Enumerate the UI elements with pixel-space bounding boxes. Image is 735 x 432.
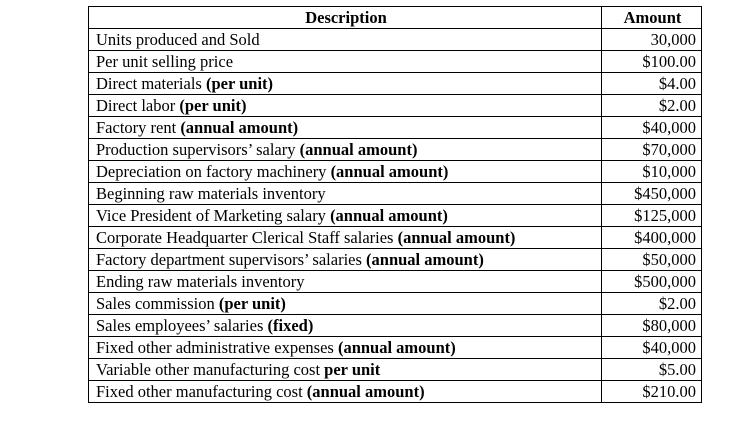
row-description (89, 139, 602, 161)
row-qualifier: (annual amount) (330, 162, 449, 181)
row-qualifier: (annual amount) (397, 228, 516, 247)
row-description (89, 161, 602, 183)
table-row (89, 51, 702, 73)
row-description (89, 95, 602, 117)
amount-header: Amount (602, 7, 702, 29)
table-body (89, 29, 702, 403)
row-amount: $10,000 (602, 161, 702, 183)
table-row (89, 381, 702, 403)
table-row (89, 117, 702, 139)
row-label: Production supervisors’ salary (96, 140, 300, 159)
row-label: Variable other manufacturing cost (96, 360, 325, 379)
row-amount: $2.00 (602, 293, 702, 315)
row-label: Factory department supervisors’ salaries (96, 250, 367, 269)
row-description (89, 73, 602, 95)
row-qualifier: (per unit) (205, 74, 274, 93)
row-label: Direct labor (96, 96, 180, 115)
row-description (89, 51, 602, 73)
row-label: Depreciation on factory machinery (96, 162, 331, 181)
row-qualifier: (annual amount) (299, 140, 418, 159)
row-description (89, 29, 602, 51)
row-amount: $100.00 (602, 51, 702, 73)
row-label: Ending raw materials inventory (96, 272, 305, 291)
row-amount: 30,000 (602, 29, 702, 51)
row-amount: $2.00 (602, 95, 702, 117)
row-description (89, 271, 602, 293)
row-qualifier: per unit (324, 360, 381, 379)
row-qualifier: (annual amount) (306, 382, 425, 401)
row-description (89, 381, 602, 403)
row-qualifier: (annual amount) (366, 250, 484, 269)
row-amount: $125,000 (602, 205, 702, 227)
row-amount: $400,000 (602, 227, 702, 249)
row-description (89, 183, 602, 205)
row-description (89, 293, 602, 315)
row-qualifier: (annual amount) (330, 206, 448, 225)
row-amount: $210.00 (602, 381, 702, 403)
table-row (89, 359, 702, 381)
table-row (89, 293, 702, 315)
row-amount: $70,000 (602, 139, 702, 161)
row-label: Factory rent (96, 118, 181, 137)
header-row (89, 7, 702, 29)
row-amount: $40,000 (602, 117, 702, 139)
row-description (89, 205, 602, 227)
row-label: Vice President of Marketing salary (96, 206, 331, 225)
table-row (89, 249, 702, 271)
table-row (89, 29, 702, 51)
row-amount: $450,000 (602, 183, 702, 205)
row-description (89, 227, 602, 249)
row-label: Units produced and Sold (96, 30, 260, 49)
row-amount: $80,000 (602, 315, 702, 337)
row-description (89, 337, 602, 359)
row-label: Beginning raw materials inventory (96, 184, 326, 203)
table-row (89, 73, 702, 95)
table-row (89, 315, 702, 337)
row-label: Sales employees’ salaries (96, 316, 268, 335)
row-description (89, 249, 602, 271)
row-qualifier: (per unit) (179, 96, 247, 115)
row-description (89, 315, 602, 337)
table-row (89, 205, 702, 227)
row-label: Fixed other administrative expenses (96, 338, 338, 357)
row-amount: $4.00 (602, 73, 702, 95)
cost-data-table (88, 6, 702, 403)
row-qualifier: (annual amount) (337, 338, 456, 357)
row-amount: $500,000 (602, 271, 702, 293)
row-qualifier: (annual amount) (180, 118, 299, 137)
row-label: Sales commission (96, 294, 219, 313)
row-amount: $50,000 (602, 249, 702, 271)
table-row (89, 337, 702, 359)
table-row (89, 95, 702, 117)
row-label: Corporate Headquarter Clerical Staff salaries (96, 228, 398, 247)
table-row (89, 271, 702, 293)
table-row (89, 227, 702, 249)
description-header: Description (89, 7, 602, 29)
row-label: Per unit selling price (96, 52, 234, 71)
table-row (89, 139, 702, 161)
table-row (89, 161, 702, 183)
row-description (89, 117, 602, 139)
row-amount: $5.00 (602, 359, 702, 381)
row-label: Direct materials (96, 74, 206, 93)
row-label: Fixed other manufacturing cost (96, 382, 307, 401)
row-description (89, 359, 602, 381)
row-amount: $40,000 (602, 337, 702, 359)
row-qualifier: (per unit) (218, 294, 286, 313)
table-row (89, 183, 702, 205)
row-qualifier: (fixed) (267, 316, 314, 335)
